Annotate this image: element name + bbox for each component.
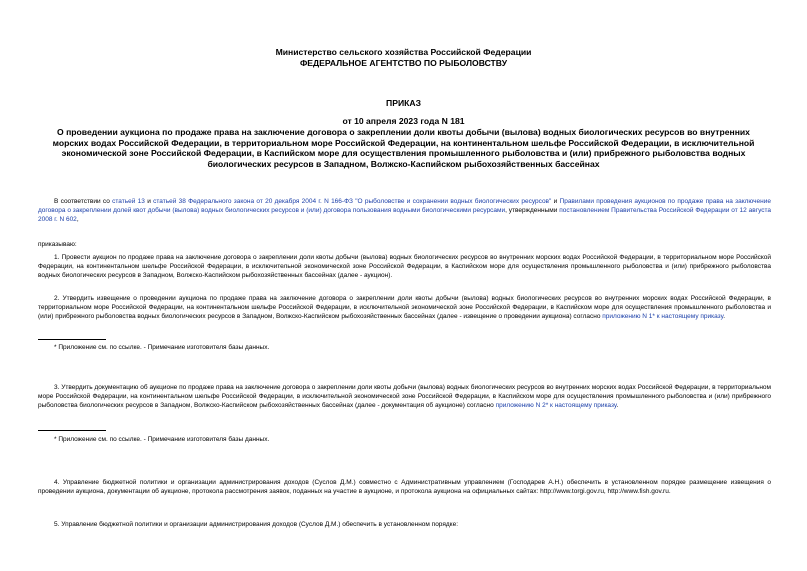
- preamble: [38, 197, 771, 225]
- link-article-13[interactable]: статьей 13: [112, 198, 145, 205]
- footnote-divider: [38, 339, 106, 340]
- document-type-block: [38, 98, 769, 126]
- preamble-text: ,: [76, 216, 79, 224]
- footnote-2: * Приложение см. по ссылке. - Примечание изготовителя базы данных.: [54, 436, 270, 443]
- item-2: [38, 294, 771, 322]
- preamble-text: , утвержденными: [505, 207, 560, 215]
- document-header: [38, 47, 769, 68]
- agency-name: ФЕДЕРАЛЬНОЕ АГЕНТСТВО ПО РЫБОЛОВСТВУ: [299, 57, 508, 68]
- footnote-divider: [38, 430, 106, 431]
- item-2-text: 2. Утвердить извещение о проведении аукциона по продаже права на заключение договора о закреплении доли квоты добычи (вылова) водных биологических ресурсов во внутренних морских водах Российской Федерации, в территориальном море Российской Федерации, на континентальном шельфе Российской Федерации, в исключительной экономической зоне Российской Федерации, в Каспийском море для осуществления промышленного рыболовства и (или) прибрежного рыболовства водных биологических ресурсов в Западном, Волжско-Каспийском рыбохозяйственных бассейнах (далее - извещение о проведении аукциона) согласно: [38, 295, 771, 321]
- item-1: 1. Провести аукцион по продаже права на заключение договора о закреплении доли квоты добычи (вылова) водных биологических ресурсов во внутренних морских водах Российской Федерации, в территориальном море Российской Федерации, на континентальном шельфе Российской Федерации, в исключительной экономической зоне Российской Федерации, в Каспийском море для осуществления промышленного рыболовства и (или) прибрежного рыболовства водных биологических ресурсов в Западном, Волжско-Каспийском рыбохозяйственных бассейнах (далее - аукцион).: [38, 254, 771, 280]
- preamble-text: и: [551, 198, 560, 205]
- link-appendix-1[interactable]: приложению N 1* к настоящему приказу: [602, 313, 724, 321]
- item-3: [38, 383, 771, 411]
- document-date: от 10 апреля 2023 года N 181: [342, 115, 465, 126]
- link-auction-rules[interactable]: Правилами проведения аукционов по продаже права на заключение договора о закреплении долей квот добычи (вылова) водных биологических ресурсов и (или) договора пользования водными биологическими ресурсами: [38, 198, 771, 215]
- item-5: 5. Управление бюджетной политики и организации администрирования доходов (Суслов Д.М.) обеспечить в установленном порядке:: [54, 521, 458, 528]
- item-2-end: .: [723, 313, 725, 321]
- preamble-text: В соответствии со: [54, 198, 113, 205]
- footnote-1: * Приложение см. по ссылке. - Примечание изготовителя базы данных.: [54, 344, 270, 351]
- item-3-text: 3. Утвердить документацию об аукционе по продаже права на заключение договора о закреплении доли квоты добычи (вылова) водных биологических ресурсов во внутренних морских водах Российской Федерации, в территориальном море Российской Федерации, на континентальном шельфе Российской Федерации, в исключительной экономической зоне Российской Федерации, в Каспийском море для осуществления промышленного рыболовства и (или) прибрежного рыболовства биологических ресурсов в Западном, Волжско-Каспийском рыбохозяйственных бассейнах (далее - документация об аукционе) согласно: [38, 384, 771, 410]
- ministry-name: Министерство сельского хозяйства Российской Федерации: [275, 47, 532, 57]
- link-government-decree[interactable]: постановлением Правительства Российской Федерации от 12 августа 2008 г. N 602: [38, 207, 772, 224]
- item-4: 4. Управление бюджетной политики и организации администрирования доходов (Суслов Д.М.) совместно с Административным управлением (Господарев А.Н.) обеспечить в установленном порядке размещение извещения о проведении аукциона, документации об аукционе, протокола рассмотрения заявок, поданных на участие в аукционе, и протокола аукциона на официальных сайтах: http://www.torgi.gov.ru, http://www.fish.gov.ru.: [38, 479, 771, 496]
- item-3-end: .: [616, 402, 619, 410]
- document-type: ПРИКАЗ: [386, 98, 421, 108]
- order-word: приказываю:: [38, 241, 77, 248]
- document-title: О проведении аукциона по продаже права на заключение договора о закреплении доли квоты добычи (вылова) водных биологических ресурсов во внутренних морских водах Российской Федерации, в территориальном море Российской Федерации, на континентальном шельфе Российской Федерации, в исключительной экономической зоне Российской Федерации, в Каспийском море для осуществления промышленного рыболовства и (или) прибрежного рыболовства водных биологических ресурсов в Западном, Волжско-Каспийском рыбохозяйственных бассейнах: [52, 127, 755, 169]
- preamble-text: и: [144, 198, 154, 205]
- link-federal-law[interactable]: статьей 38 Федерального закона от 20 декабря 2004 г. N 166-ФЗ "О рыболовстве и сохранении водных биологических ресурсов": [153, 198, 552, 205]
- link-appendix-2[interactable]: приложению N 2* к настоящему приказу: [495, 402, 617, 410]
